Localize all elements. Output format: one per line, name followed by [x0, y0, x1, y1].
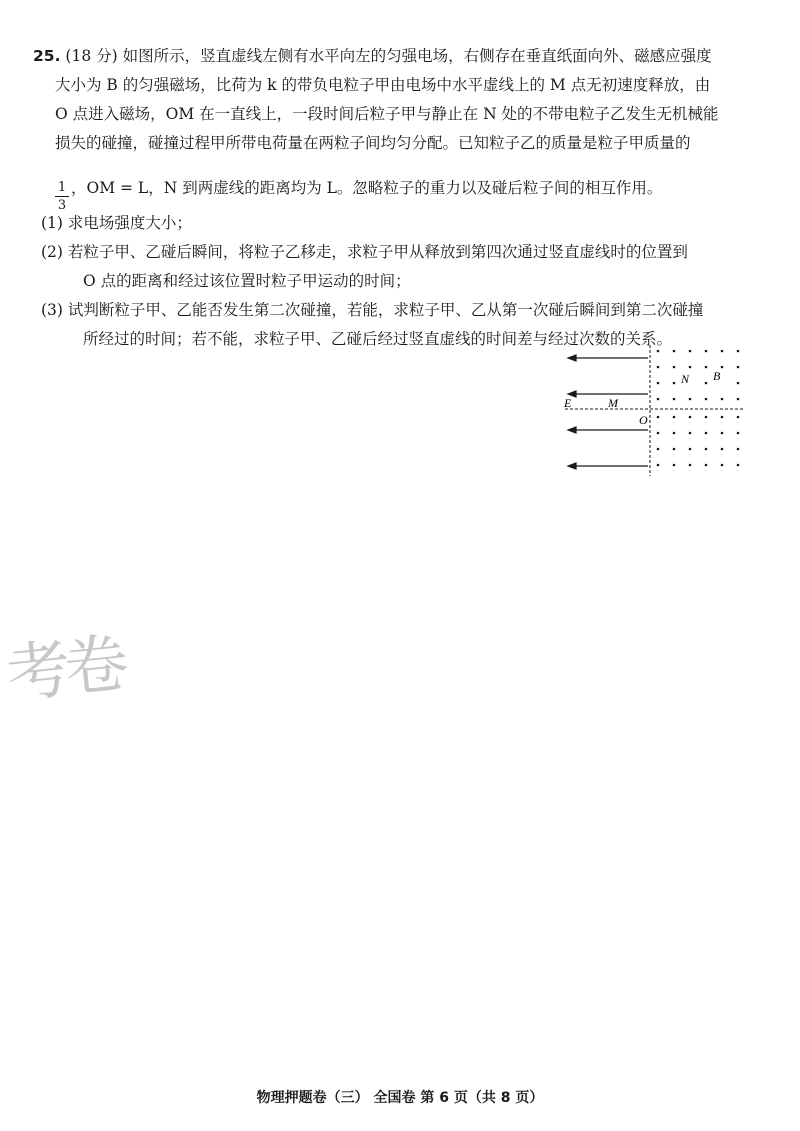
field-dot	[689, 398, 692, 401]
field-dot	[737, 382, 740, 385]
field-dot	[705, 432, 708, 435]
question-line-1	[33, 44, 712, 66]
subquestion-2-line-2: O 点的距离和经过该位置时粒子甲运动的时间；	[83, 272, 411, 290]
question-points: (18 分)	[65, 47, 118, 65]
field-dot	[737, 398, 740, 401]
field-dot	[657, 398, 660, 401]
label-O: O	[639, 413, 648, 427]
field-dot	[705, 416, 708, 419]
question-text-4: 损失的碰撞，碰撞过程甲所带电荷量在两粒子间均匀分配。已知粒子乙的质量是粒子甲质量的	[55, 134, 691, 152]
arrow-head	[568, 355, 576, 361]
field-dot	[721, 398, 724, 401]
field-dot	[657, 464, 660, 467]
field-dot	[737, 448, 740, 451]
field-dot	[673, 432, 676, 435]
field-dot	[673, 448, 676, 451]
fraction-numerator: 1	[57, 180, 67, 195]
field-dot	[737, 432, 740, 435]
field-dot	[705, 464, 708, 467]
field-dot	[737, 366, 740, 369]
field-dot	[657, 350, 660, 353]
field-dot	[705, 448, 708, 451]
question-number: 25.	[33, 47, 61, 65]
fraction-bar	[55, 196, 69, 197]
field-dot	[673, 366, 676, 369]
subquestion-1: (1) 求电场强度大小；	[41, 214, 192, 232]
field-dot	[673, 350, 676, 353]
field-dot	[657, 432, 660, 435]
field-dot	[737, 350, 740, 353]
field-dot	[657, 366, 660, 369]
field-dot	[737, 416, 740, 419]
field-dot	[689, 366, 692, 369]
label-N: N	[681, 372, 690, 386]
field-dot	[721, 448, 724, 451]
label-M: M	[608, 396, 618, 410]
field-dot	[721, 432, 724, 435]
field-dot	[721, 464, 724, 467]
fraction-denominator: 3	[57, 198, 67, 213]
field-dot	[705, 366, 708, 369]
label-B: B	[713, 369, 721, 383]
field-dot	[657, 448, 660, 451]
subquestion-3-line-1: (3) 试判断粒子甲、乙能否发生第二次碰撞，若能，求粒子甲、乙从第一次碰后瞬间到第二次碰撞	[41, 301, 704, 319]
field-dot	[673, 416, 676, 419]
field-dot	[673, 398, 676, 401]
subquestion-3-line-2: 所经过的时间；若不能，求粒子甲、乙碰后经过竖直虚线的时间差与经过次数的关系。	[83, 330, 673, 348]
fraction-one-third	[55, 180, 69, 213]
field-dot	[705, 382, 708, 385]
field-dot	[657, 416, 660, 419]
field-diagram	[560, 343, 750, 478]
field-dot	[737, 464, 740, 467]
field-dot	[673, 464, 676, 467]
field-dot	[705, 350, 708, 353]
field-dot	[689, 432, 692, 435]
label-E: E	[564, 396, 572, 410]
question-text-5: ，OM = L，N 到两虚线的距离均为 L。忽略粒子的重力以及碰后粒子间的相互作用。	[71, 179, 663, 197]
page-footer: 物理押题卷（三） 全国卷 第 6 页（共 8 页）	[256, 1090, 544, 1106]
question-text-2: 大小为 B 的匀强磁场，比荷为 k 的带负电粒子甲由电场中水平虚线上的 M 点无初速度释放，由	[55, 76, 711, 94]
question-text-3: O 点进入磁场，OM 在一直线上，一段时间后粒子甲与静止在 N 处的不带电粒子乙发生无机械能	[55, 105, 719, 123]
field-dot	[673, 382, 676, 385]
arrow-head	[568, 427, 576, 433]
field-dot	[721, 366, 724, 369]
magnetic-field-dots	[657, 350, 740, 467]
watermark: 考卷	[3, 627, 127, 713]
field-dot	[721, 350, 724, 353]
field-dot	[689, 350, 692, 353]
subquestion-2-line-1: (2) 若粒子甲、乙碰后瞬间，将粒子乙移走，求粒子甲从释放到第四次通过竖直虚线时的位置到	[41, 243, 688, 261]
arrow-head	[568, 463, 576, 469]
field-dot	[689, 448, 692, 451]
question-text-1: 如图所示，竖直虚线左侧有水平向左的匀强电场，右侧存在垂直纸面向外、磁感应强度	[122, 47, 712, 65]
field-dot	[689, 416, 692, 419]
field-dot	[721, 416, 724, 419]
field-dot	[657, 382, 660, 385]
field-dot	[689, 464, 692, 467]
field-dot	[705, 398, 708, 401]
